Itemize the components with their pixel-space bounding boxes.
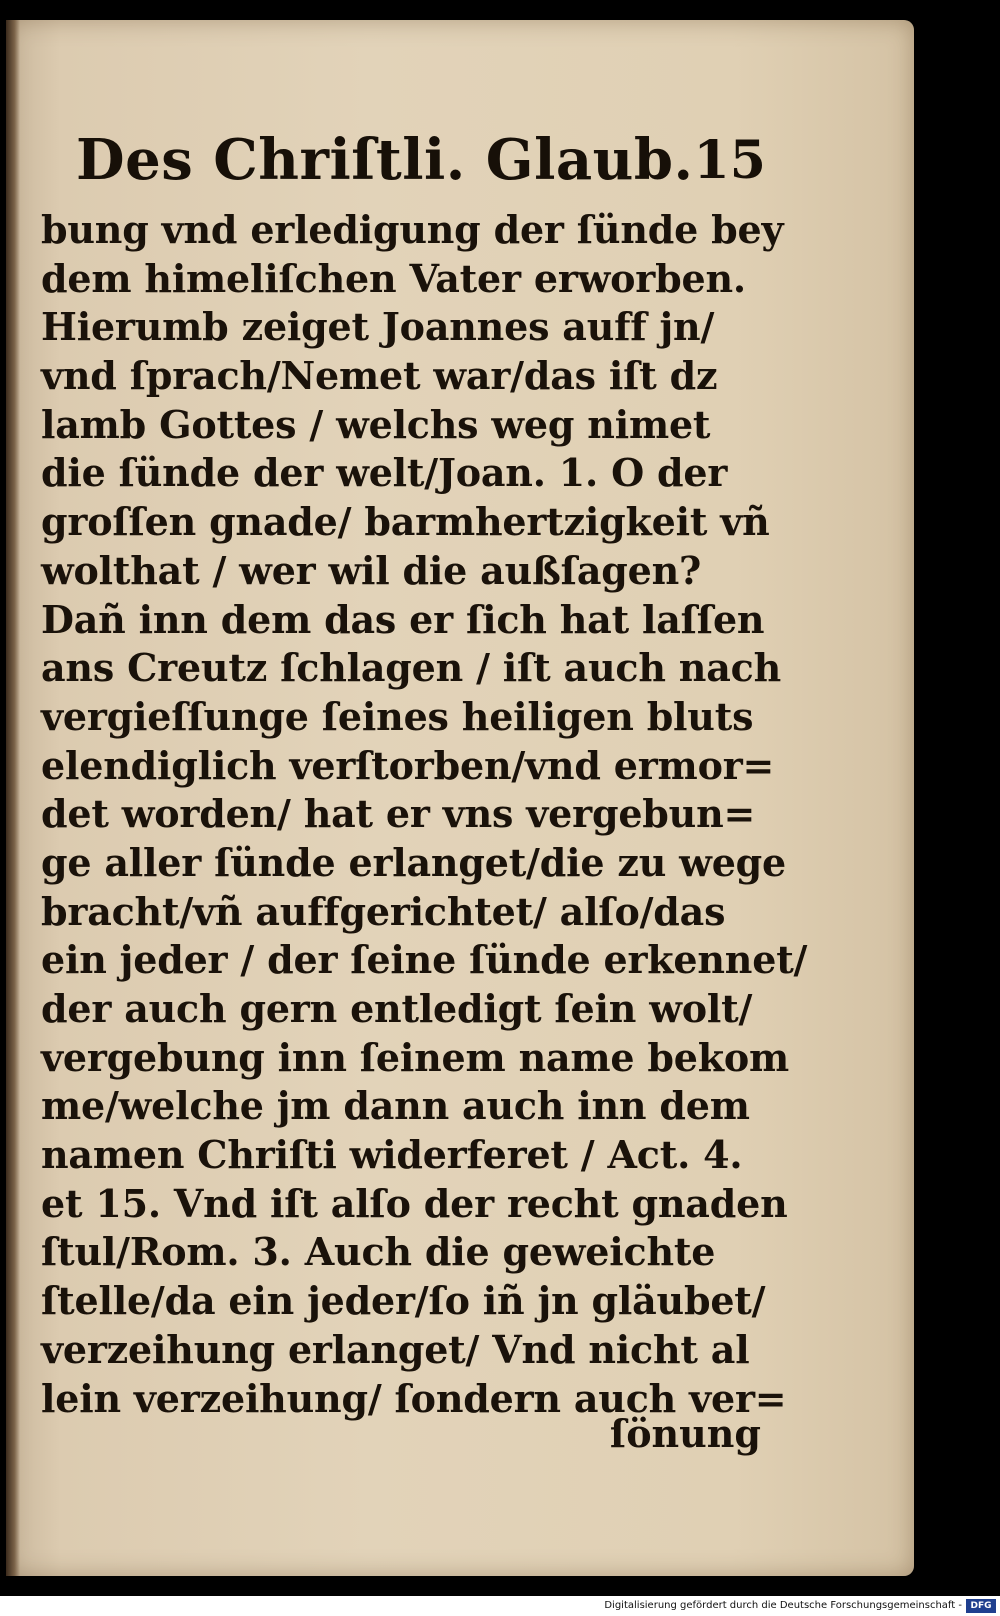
running-head — [76, 115, 766, 205]
book-page — [6, 20, 914, 1576]
text-line: groſſen gnade/ barmhertzigkeit vñ — [41, 499, 770, 545]
text-line: namen Chriſti widerferet / Act. 4. — [41, 1132, 743, 1178]
text-line: vergieſſunge ſeines heiligen bluts — [41, 693, 754, 739]
running-title: Des Chriſtli. Glaub. — [76, 127, 694, 193]
text-line: vnd ſprach/Nemet war/das iſt dz — [41, 353, 718, 399]
text-line: der auch gern entledigt ſein wolt/ — [41, 986, 753, 1031]
text-line: vergebung inn ſeinem name bekom — [41, 1034, 790, 1080]
text-line: ſtelle/da ein jeder/ſo iñ jn gläubet/ — [41, 1278, 766, 1324]
funding-credit: Digitalisierung gefördert durch die Deutsche Forschungsgemeinschaft - — [604, 1600, 962, 1611]
text-line: bung vnd erledigung der ſünde bey — [41, 207, 784, 252]
text-line: elendiglich verſtorben/vnd ermor= — [41, 742, 775, 788]
text-line: me/welche jm dann auch inn dem — [41, 1083, 750, 1129]
text-line: Hierumb zeiget Joannes auff jn/ — [41, 304, 715, 350]
text-line: dem himeliſchen Vater erworben. — [41, 255, 746, 301]
catchword: ſönung — [609, 1411, 761, 1456]
text-line: wolthat / wer wil die außſagen? — [41, 547, 702, 593]
text-line: det worden/ hat er vns vergebun= — [41, 791, 756, 837]
page-number: 15 — [693, 129, 766, 191]
text-line: verzeihung erlanget/ Vnd nicht al — [41, 1326, 750, 1372]
text-line: ein jeder / der ſeine ſünde erkennet/ — [41, 937, 808, 983]
body-text — [41, 206, 808, 1423]
text-line: et 15. Vnd iſt alſo der recht gnaden — [41, 1180, 788, 1226]
text-line: bracht/vñ auffgerichtet/ alſo/das — [41, 888, 726, 934]
footer-bar — [0, 1596, 1000, 1616]
text-line: lein verzeihung/ ſondern auch ver= — [41, 1375, 787, 1421]
text-line: ans Creutz ſchlagen / iſt auch nach — [41, 645, 782, 691]
dfg-logo-icon: DFG — [966, 1599, 996, 1613]
text-line: lamb Gottes / welchs weg nimet — [41, 401, 711, 447]
text-line: ſtul/Rom. 3. Auch die geweichte — [41, 1229, 716, 1275]
text-line: Dañ inn dem das er ſich hat laſſen — [41, 596, 765, 642]
text-line: ge aller ſünde erlanget/die zu wege — [41, 839, 787, 885]
page-spine-edge — [6, 20, 20, 1576]
text-line: die ſünde der welt/Joan. 1. O der — [41, 450, 728, 496]
